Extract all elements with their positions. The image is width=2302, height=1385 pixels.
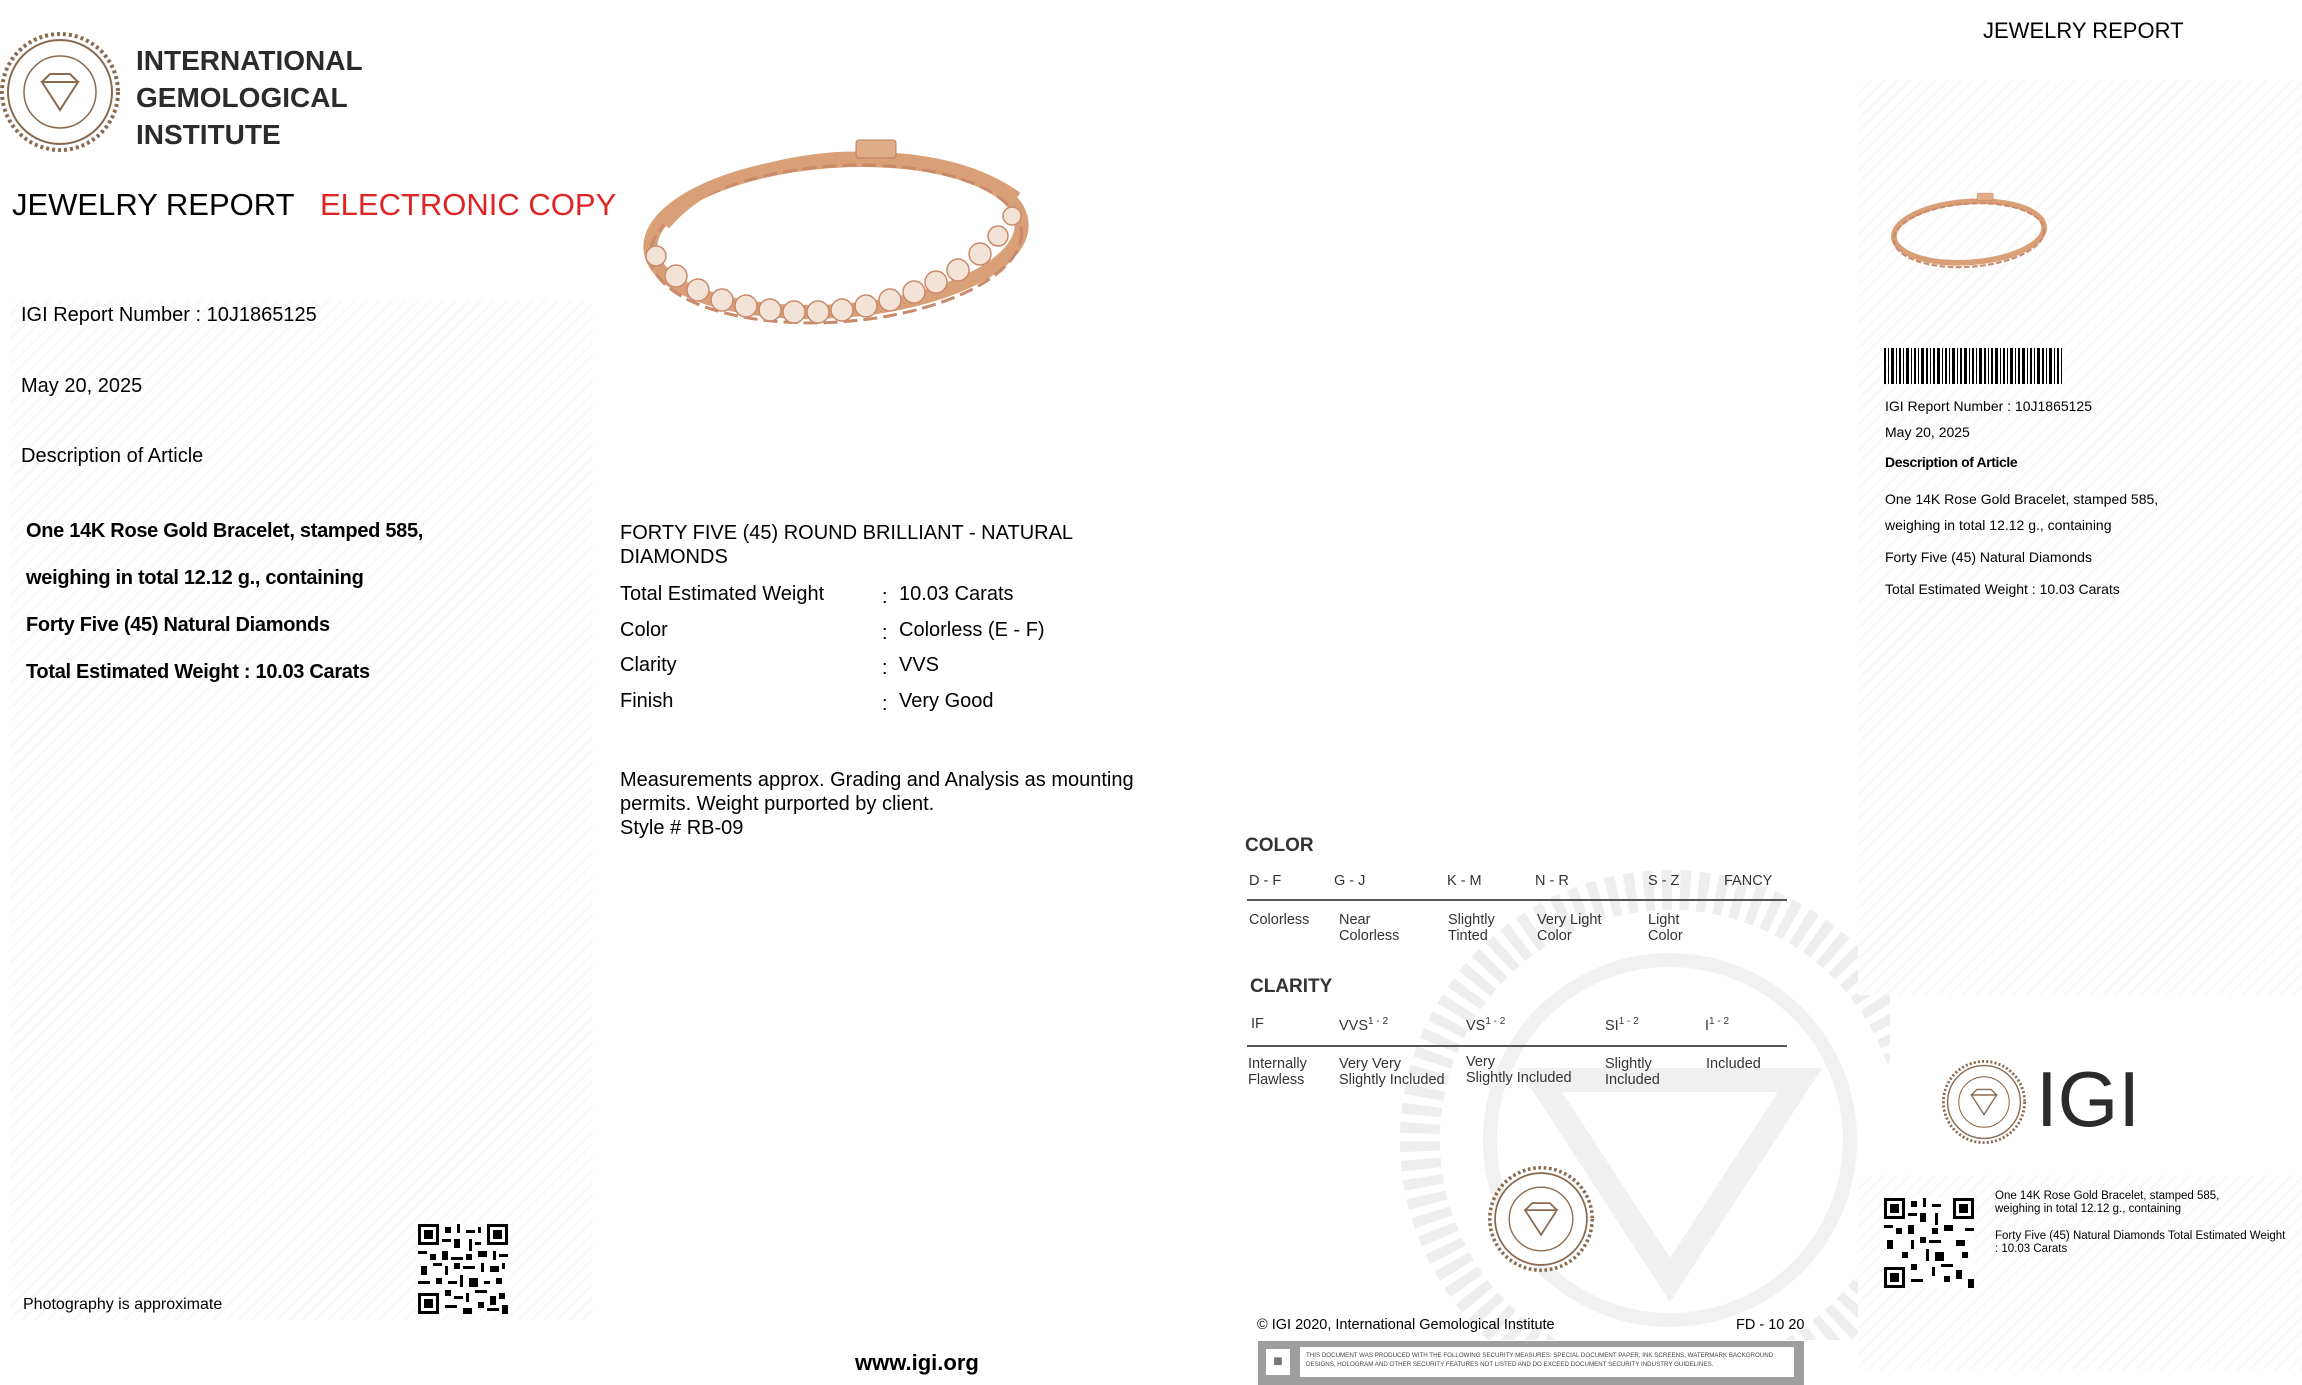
color-grade: K - M [1447,873,1482,889]
clarity-grade: IF [1251,1016,1264,1032]
qr-code [418,1224,508,1314]
comments: Measurements approx. Grading and Analysis as mounting permits. Weight purported by client. Style # RB-09 [620,769,1134,839]
stub-description-lines: One 14K Rose Gold Bracelet, stamped 585, weighing in total 12.12 g., containing Forty Five (45) Natural Diamonds Total Estimated Weight : 10.03 Carats [1885,491,2159,597]
igi-seal-logo [1942,1060,2026,1144]
color-desc: Very Light Color [1537,912,1602,944]
color-desc: Near Colorless [1339,912,1400,944]
security-note: THIS DOCUMENT WAS PRODUCED WITH THE FOLLOWING SECURITY MEASURES: SPECIAL DOCUMENT PAPER, INK SCREENS, WATERMARK BACKGROUND DESIGNS, HOLOGRAM AND OTHER SECURITY FEATURES NOT LISTED AND DO EXCEED DOCUMENT SECURITY INDUSTRY GUIDELINES. [1300,1347,1794,1377]
bracelet-image [636,126,1036,346]
color-desc: Colorless [1249,912,1310,928]
clarity-grade: VVS$^{1 - 2}$ [1339,1016,1389,1034]
gem-row-value: VVS [899,654,940,676]
electronic-copy-label: ELECTRONIC COPY [320,187,617,222]
gem-row-weight [620,583,824,606]
color-scale-heading: COLOR [1245,835,1314,856]
igi-seal-logo [1488,1166,1594,1272]
institute-name: INTERNATIONAL GEMOLOGICAL INSTITUTE [136,45,363,150]
color-grade: FANCY [1724,873,1773,889]
stub-qr-code [1884,1198,1974,1288]
gem-row-sep: : [882,622,888,644]
clarity-grade: $I^{1 - 2}$ [1705,1016,1730,1034]
gem-row-clarity: Clarity [620,654,677,676]
clarity-grade: VS$^{1 - 2}$ [1466,1016,1506,1034]
color-grade: D - F [1249,873,1282,889]
color-scale-line [1247,899,1787,901]
gem-row-finish: Finish [620,690,674,712]
report-date: May 20, 2025 [21,375,143,397]
gem-row-sep: : [882,693,888,715]
igi-logo-text: IGI [2036,1055,2141,1143]
report-title: JEWELRY REPORT [12,187,295,222]
color-grade: N - R [1535,873,1569,889]
clarity-desc: Slightly Included [1605,1056,1660,1088]
color-desc: Slightly Tinted [1448,912,1495,944]
stub-date: May 20, 2025 [1885,424,1970,440]
security-strip [1258,1341,1804,1385]
report-number: IGI Report Number : 10J1865125 [21,304,317,326]
gem-row-label: Total Estimated Weight [620,583,825,605]
color-desc: Light Color [1648,912,1683,944]
stub-tag-lines: One 14K Rose Gold Bracelet, stamped 585, weighing in total 12.12 g., containing Forty Five (45) Natural Diamonds Total Estimated Weight : 10.03 Carats [1995,1190,2286,1255]
copyright: © IGI 2020, International Gemological Institute [1257,1317,1555,1333]
stub-report-number: IGI Report Number : 10J1865125 [1885,398,2093,414]
description-heading: Description of Article [21,445,204,467]
color-grade: S - Z [1648,873,1680,889]
clarity-grade: SI$^{1 - 2}$ [1605,1016,1639,1034]
clarity-desc: Very Slightly Included [1466,1054,1572,1086]
clarity-scale-heading: CLARITY [1250,976,1333,997]
website: www.igi.org [855,1350,979,1375]
igi-seal-logo [0,32,120,152]
stub-title: JEWELRY REPORT [1983,18,2184,43]
description-lines: One 14K Rose Gold Bracelet, stamped 585, weighing in total 12.12 g., containing Forty Five (45) Natural Diamonds Total Estimated Weight : 10.03 Carats [26,520,424,683]
stub-bracelet-image [1888,172,2050,292]
color-grade: G - J [1334,873,1366,889]
form-code: FD - 10 20 [1736,1317,1805,1333]
clarity-desc: Very Very Slightly Included [1339,1056,1445,1088]
gem-row-sep: : [882,586,888,608]
gem-row-sep: : [882,657,888,679]
barcode [1884,348,2062,384]
gem-row-color: Color [620,619,668,641]
stub-description-heading: Description of Article [1885,454,2018,470]
gem-row-value: 10.03 Carats [899,583,1014,605]
lock-icon: ■ [1266,1349,1290,1375]
clarity-scale-line [1247,1045,1787,1047]
gem-row-value: Colorless (E - F) [899,619,1045,641]
photography-note: Photography is approximate [23,1296,223,1313]
clarity-desc: Internally Flawless [1248,1056,1307,1088]
gem-row-value: Very Good [899,690,994,712]
clarity-desc: Included [1706,1056,1761,1072]
gem-heading: FORTY FIVE (45) ROUND BRILLIANT - NATURAL DIAMONDS [620,522,1073,568]
